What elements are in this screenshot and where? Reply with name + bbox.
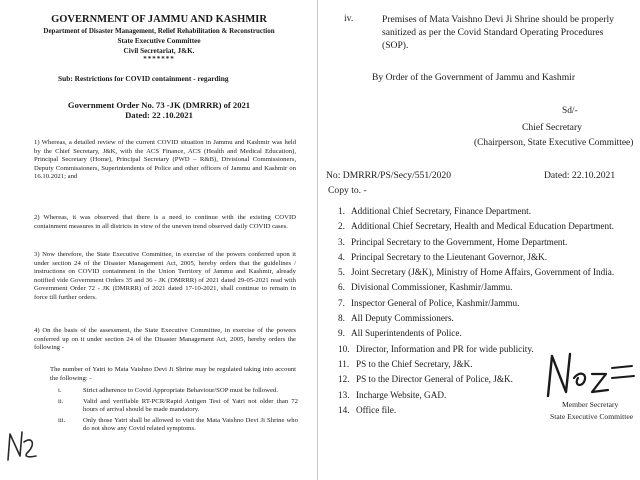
- list-item: [338, 250, 638, 265]
- conditions-list: [58, 387, 298, 436]
- list-item-number: 10.: [338, 343, 350, 354]
- list-item-text: PS to the Director General of Police, J&K.: [356, 374, 513, 385]
- list-item-text: Joint Secretary (J&K), Ministry of Home Affairs, Government of India.: [351, 267, 615, 278]
- list-item-number: 8.: [338, 313, 345, 324]
- list-item-text: Inspector General of Police, Kashmir/Jammu.: [351, 297, 520, 308]
- list-item: [338, 235, 638, 250]
- list-item-text: Valid and verifiable RT-PCR/Rapid Antigen Test of Yatri not older than 72 hours of arrival should be made mandatory.: [83, 397, 298, 414]
- list-item-text: Principal Secretary to the Lieutenant Governor, J&K.: [351, 251, 548, 262]
- list-item-text: All Deputy Commissioners.: [351, 313, 454, 324]
- chief-secretary: Chief Secretary: [522, 122, 582, 133]
- list-item-text: Additional Chief Secretary, Finance Department.: [351, 206, 532, 216]
- list-item-text: Additional Chief Secretary, Health and Medical Education Department.: [351, 221, 614, 232]
- list-item-text: Divisional Commissioner, Kashmir/Jammu.: [351, 282, 513, 293]
- reference-number: No: DMRRR/PS/Secy/551/2020: [326, 170, 452, 181]
- list-item: [338, 204, 638, 219]
- initials-signature: [4, 426, 40, 466]
- list-item-number: 5.: [338, 267, 345, 278]
- header-address: Civil Secretariat, J&K.: [123, 47, 195, 55]
- paragraph-yatri: The number of Yatri to Mata Vaishno Devi Ji Shrine may be regulated taking into account the following: -: [50, 366, 296, 382]
- right-page: [318, 0, 640, 480]
- list-item-text: All Superintendents of Police.: [351, 328, 462, 339]
- list-item-number: 14.: [338, 404, 350, 415]
- list-item-text: Strict adherence to Covid Appropriate Behaviour/SOP must be followed.: [83, 387, 278, 394]
- chairperson-line: (Chairperson, State Executive Committee): [474, 138, 634, 148]
- list-item-number: 9.: [338, 328, 345, 339]
- list-item-number: iii.: [58, 416, 66, 424]
- list-item-number: 3.: [338, 236, 345, 247]
- paragraph-2: 2) Whereas, it was observed that there is a need to continue with the existing COVID containment measures in all districts in view of the uneven trend observed daily COVID cases.: [34, 214, 296, 230]
- list-item-text: Office file.: [356, 404, 397, 415]
- list-item-number: ii.: [58, 397, 64, 405]
- list-item-number: 12.: [338, 374, 350, 385]
- subject-line: Sub: Restrictions for COVID containment - regarding: [58, 74, 229, 83]
- sd-mark: Sd/-: [562, 106, 578, 116]
- list-item-text: PS to the Chief Secretary, J&K.: [356, 358, 473, 369]
- order-date: Dated: 22 .10.2021: [125, 110, 193, 120]
- header-department: Department of Disaster Management, Relief Rehabilitation & Reconstruction: [43, 27, 275, 35]
- list-item: [338, 311, 638, 326]
- list-item: [58, 417, 298, 434]
- list-item: [338, 296, 638, 311]
- reference-date: Dated: 22.10.2021: [544, 170, 616, 181]
- paragraph-1: 1) Whereas, a detailed review of the current COVID situation in Jammu and Kashmir was held by the Chief Secretary, J&K, with the ACS Finance, ACS (Health and Medical Education), Principal Secretary (Home), Principal Secretary (PWD – R&B), Divisional Commissioners, Deputy Commissioners, Superintendents of Police and other officers of Jammu and Kashmir on 16.10.2021; and: [34, 139, 296, 181]
- list-item: [338, 280, 638, 295]
- left-page: [0, 0, 318, 480]
- list-item: [338, 219, 638, 234]
- list-item: [58, 387, 298, 396]
- list-item-number: 6.: [338, 282, 345, 293]
- member-secretary-signature: [540, 348, 640, 402]
- list-item-text: Director, Information and PR for wide publicity.: [356, 343, 534, 354]
- list-item: [58, 398, 298, 415]
- header-stars: *******: [143, 55, 175, 63]
- header-committee: State Executive Committee: [117, 37, 201, 45]
- paragraph-4: 4) On the basis of the assessment, the State Executive Committee, in exercise of the powers conferred up on it under section 24 of the Disaster Management Act, 2005, hereby orders the following -: [34, 327, 296, 352]
- list-item-number: 1.: [338, 206, 345, 216]
- list-item: [338, 265, 638, 280]
- list-item-number: 13.: [338, 389, 350, 400]
- list-item-text: Only those Yatri shall be allowed to visit the Mata Vaishno Devi Ji Shrine who do not show any Covid related symptoms.: [83, 416, 298, 433]
- list-item-number: 4.: [338, 251, 345, 262]
- state-executive-committee: State Executive Committee: [550, 412, 634, 421]
- item-iv-number: iv.: [344, 13, 354, 24]
- member-secretary: Member Secretary: [562, 400, 619, 409]
- list-item: [338, 326, 638, 341]
- paragraph-3: 3) Now therefore, the State Executive Committee, in exercise of the powers conferred upon it under section 24 of the Disaster Management Act, 2005, hereby orders that the guidelines / instructions on COVID containment in the Union Territory of Jammu and Kashmir, already notified vide Government Orders 35 and 36 - JK (DMRRR) of 2021 dated 29-05-2021 read with Government Order 72 - JK (DMRRR) of 2021 dated 17-10-2021, shall continue to remain in force till further orders.: [34, 251, 296, 301]
- list-item-text: Principal Secretary to the Government, Home Department.: [351, 236, 568, 247]
- list-item-text: Incharge Website, GAD.: [356, 389, 447, 400]
- order-title: Government Order No. 73 -JK (DMRRR) of 2021: [67, 100, 251, 110]
- copy-to-label: Copy to. -: [328, 185, 367, 196]
- list-item-number: i.: [58, 387, 62, 394]
- by-order-line: By Order of the Government of Jammu and Kashmir: [372, 72, 576, 83]
- list-item-number: 7.: [338, 297, 345, 308]
- header-government: GOVERNMENT OF JAMMU AND KASHMIR: [51, 14, 267, 25]
- list-item-number: 11.: [338, 358, 350, 369]
- list-item-number: 2.: [338, 221, 345, 232]
- item-iv-text: Premises of Mata Vaishno Devi Ji Shrine should be properly sanitized as per the Covid Standard Operating Procedures (SOP).: [382, 14, 614, 51]
